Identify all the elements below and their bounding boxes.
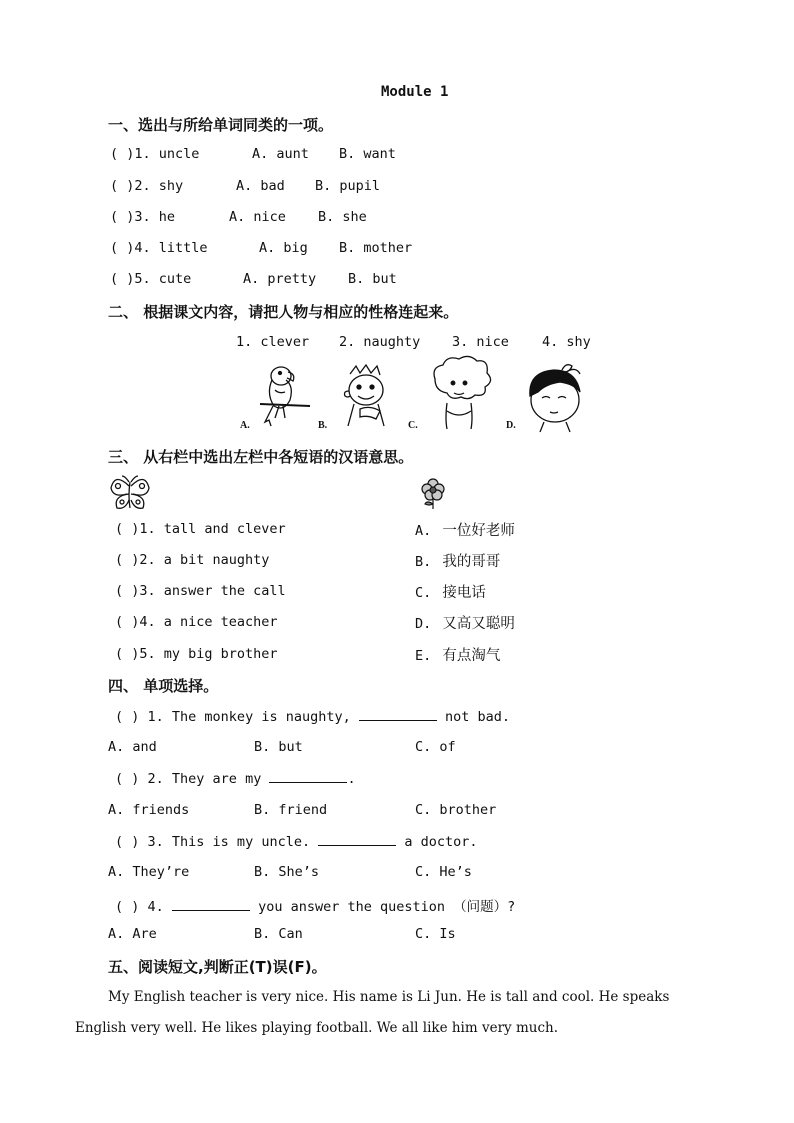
personality-word: 4. shy (542, 334, 591, 350)
question-row (115, 708, 510, 725)
list-item (110, 271, 191, 287)
option-b: B. want (339, 146, 396, 162)
question-word: 2. shy (134, 178, 184, 194)
option-a: A. bad (236, 178, 285, 194)
question-text: 4. (147, 899, 164, 915)
personality-word: 3. nice (452, 334, 509, 350)
answer-bracket[interactable]: ( ) (110, 240, 135, 256)
personality-word: 1. clever (236, 334, 310, 350)
picture-label: A. (240, 420, 250, 431)
list-item (110, 146, 199, 162)
shy-girl-picture (522, 362, 588, 434)
meaning-row (415, 612, 515, 633)
answer-bracket[interactable]: ( ) (110, 209, 135, 225)
page-title: Module 1 (381, 84, 449, 100)
question-text: a doctor. (404, 834, 478, 850)
phrase-text: 4. a nice teacher (139, 614, 278, 630)
answer-bracket[interactable]: ( ) (110, 178, 135, 194)
list-item (110, 240, 208, 256)
phrase-row (115, 552, 269, 568)
question-text: . (347, 771, 356, 787)
option-a: A. pretty (243, 271, 317, 287)
option-b: B. she (318, 209, 367, 225)
option-a: A. friends (108, 802, 190, 818)
answer-blank[interactable] (172, 898, 250, 911)
option-c: C. He’s (415, 864, 472, 880)
picture-label: C. (408, 420, 418, 431)
naughty-boy-picture (336, 364, 396, 430)
question-word: 4. little (134, 240, 208, 256)
section5-heading: 五、阅读短文,判断正(T)误(F)。 (108, 958, 327, 976)
meaning-letter: D. (415, 616, 432, 632)
option-a: A. They’re (108, 864, 190, 880)
meaning-letter: E. (415, 648, 432, 664)
option-a: A. aunt (252, 146, 309, 162)
personality-word: 2. naughty (339, 334, 421, 350)
list-item (110, 209, 175, 225)
meaning-text: 接电话 (442, 585, 486, 601)
answer-blank[interactable] (318, 833, 396, 846)
phrase-text: 1. tall and clever (139, 521, 286, 537)
phrase-row (115, 583, 286, 599)
answer-blank[interactable] (359, 708, 437, 721)
option-b: B. pupil (315, 178, 381, 194)
meaning-text: 有点淘气 (442, 648, 501, 664)
question-text: 2. They are my (147, 771, 262, 787)
answer-bracket[interactable]: ( ) (110, 146, 135, 162)
option-b: B. but (254, 739, 303, 755)
reading-passage-line: My English teacher is very nice. His name is Li Jun. He is tall and cool. He speaks (108, 989, 670, 1005)
question-row (115, 895, 515, 915)
question-word: 5. cute (134, 271, 192, 287)
section4-heading: 四、 单项选择。 (108, 677, 219, 695)
parrot-picture (255, 362, 315, 432)
option-b: B. She’s (254, 864, 320, 880)
picture-label: D. (506, 420, 516, 431)
option-b: B. mother (339, 240, 413, 256)
answer-bracket[interactable]: ( ) (115, 834, 140, 850)
butterfly-icon (108, 474, 152, 512)
question-text: 1. The monkey is naughty, (147, 709, 351, 725)
meaning-row (415, 644, 500, 665)
picture-label: B. (318, 420, 328, 431)
question-text: 3. This is my uncle. (147, 834, 311, 850)
option-a: A. big (259, 240, 308, 256)
section3-heading: 三、 从右栏中选出左栏中各短语的汉语意思。 (108, 448, 414, 466)
question-text: not bad. (445, 709, 511, 725)
option-c: C. Is (415, 926, 456, 942)
question-word: 1. uncle (134, 146, 200, 162)
girl-picture (425, 357, 495, 433)
phrase-row (115, 614, 278, 630)
answer-bracket[interactable]: ( ) (110, 271, 135, 287)
answer-bracket[interactable]: ( ) (115, 552, 140, 568)
answer-bracket[interactable]: ( ) (115, 521, 140, 537)
phrase-text: 5. my big brother (139, 646, 278, 662)
meaning-text: 我的哥哥 (442, 554, 501, 570)
question-row (115, 833, 478, 850)
question-text: you answer the question （问题）? (258, 899, 516, 915)
option-a: A. and (108, 739, 157, 755)
meaning-letter: A. (415, 523, 432, 539)
section1-heading: 一、选出与所给单词同类的一项。 (108, 116, 334, 134)
phrase-text: 2. a bit naughty (139, 552, 270, 568)
meaning-text: 又高又聪明 (442, 616, 515, 632)
answer-bracket[interactable]: ( ) (115, 709, 140, 725)
phrase-row (115, 646, 278, 662)
meaning-row (415, 550, 500, 571)
meaning-row (415, 519, 515, 540)
option-c: C. brother (415, 802, 497, 818)
question-row (115, 770, 356, 787)
list-item (110, 178, 183, 194)
answer-bracket[interactable]: ( ) (115, 583, 140, 599)
answer-bracket[interactable]: ( ) (115, 771, 140, 787)
phrase-row (115, 521, 286, 537)
flower-icon (418, 476, 448, 510)
meaning-text: 一位好老师 (442, 523, 515, 539)
question-word: 3. he (134, 209, 176, 225)
answer-blank[interactable] (269, 770, 347, 783)
meaning-letter: B. (415, 554, 432, 570)
option-b: B. Can (254, 926, 303, 942)
phrase-text: 3. answer the call (139, 583, 286, 599)
reading-passage-line: English very well. He likes playing football. We all like him very much. (75, 1020, 558, 1036)
option-b: B. but (348, 271, 397, 287)
option-c: C. of (415, 739, 456, 755)
answer-bracket[interactable]: ( ) (115, 899, 140, 915)
section2-heading: 二、 根据课文内容，请把人物与相应的性格连起来。 (108, 303, 459, 321)
meaning-row (415, 581, 486, 602)
answer-bracket[interactable]: ( ) (115, 646, 140, 662)
option-b: B. friend (254, 802, 328, 818)
option-a: A. nice (229, 209, 286, 225)
option-a: A. Are (108, 926, 157, 942)
meaning-letter: C. (415, 585, 432, 601)
answer-bracket[interactable]: ( ) (115, 614, 140, 630)
